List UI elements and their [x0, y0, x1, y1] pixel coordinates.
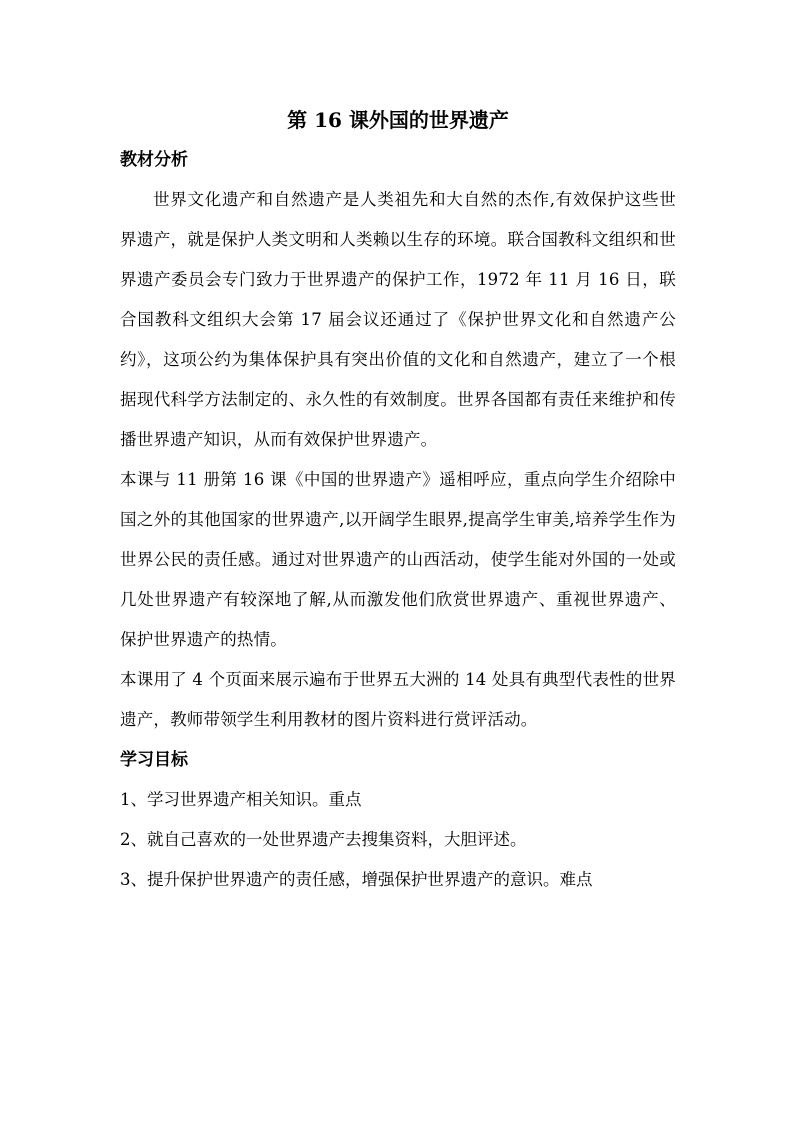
section-heading-analysis: 教材分析: [120, 150, 188, 170]
section-heading-objectives: 学习目标: [120, 750, 188, 770]
analysis-paragraph: 本课与 11 册第 16 课《中国的世界遗产》遥相呼应，重点向学生介绍除中国之外的其他国家的世界遗产,以开阔学生眼界,提高学生审美,培养学生作为世界公民的责任感。通过对世界遗产的山西活动，使学生能对外国的一处或几处世界遗产有较深地了解,从而激发他们欣赏世界遗产、重视世界遗产、保护世界遗产的热情。: [120, 470, 676, 649]
analysis-paragraph: 世界文化遗产和自然遗产是人类祖先和大自然的杰作,有效保护这些世界遗产，就是保护人类文明和人类赖以生存的环境。联合国教科文组织和世界遗产委员会专门致力于世界遗产的保护工作，1972 年 11 月 16 日，联合国教科文组织大会第 17 届会议还通过了《保护世界文化和自然遗产公约》，这项公约为集体保护具有突出价值的文化和自然遗产，建立了一个根据现代科学方法制定的、永久性的有效制度。世界各国都有责任来维护和传播世界遗产知识，从而有效保护世界遗产。: [120, 190, 676, 449]
objective-item: 1、学习世界遗产相关知识。重点: [120, 790, 362, 809]
objective-item: 2、就自己喜欢的一处世界遗产去搜集资料，大胆评述。: [120, 830, 527, 849]
document-page: [120, 100, 676, 900]
objective-item: 3、提升保护世界遗产的责任感，增强保护世界遗产的意识。难点: [120, 870, 593, 889]
analysis-paragraph: 本课用了 4 个页面来展示遍布于世界五大洲的 14 处具有典型代表性的世界遗产，教师带领学生利用教材的图片资料进行赏评活动。: [120, 670, 676, 729]
document-title: 第 16 课外国的世界遗产: [287, 108, 509, 132]
